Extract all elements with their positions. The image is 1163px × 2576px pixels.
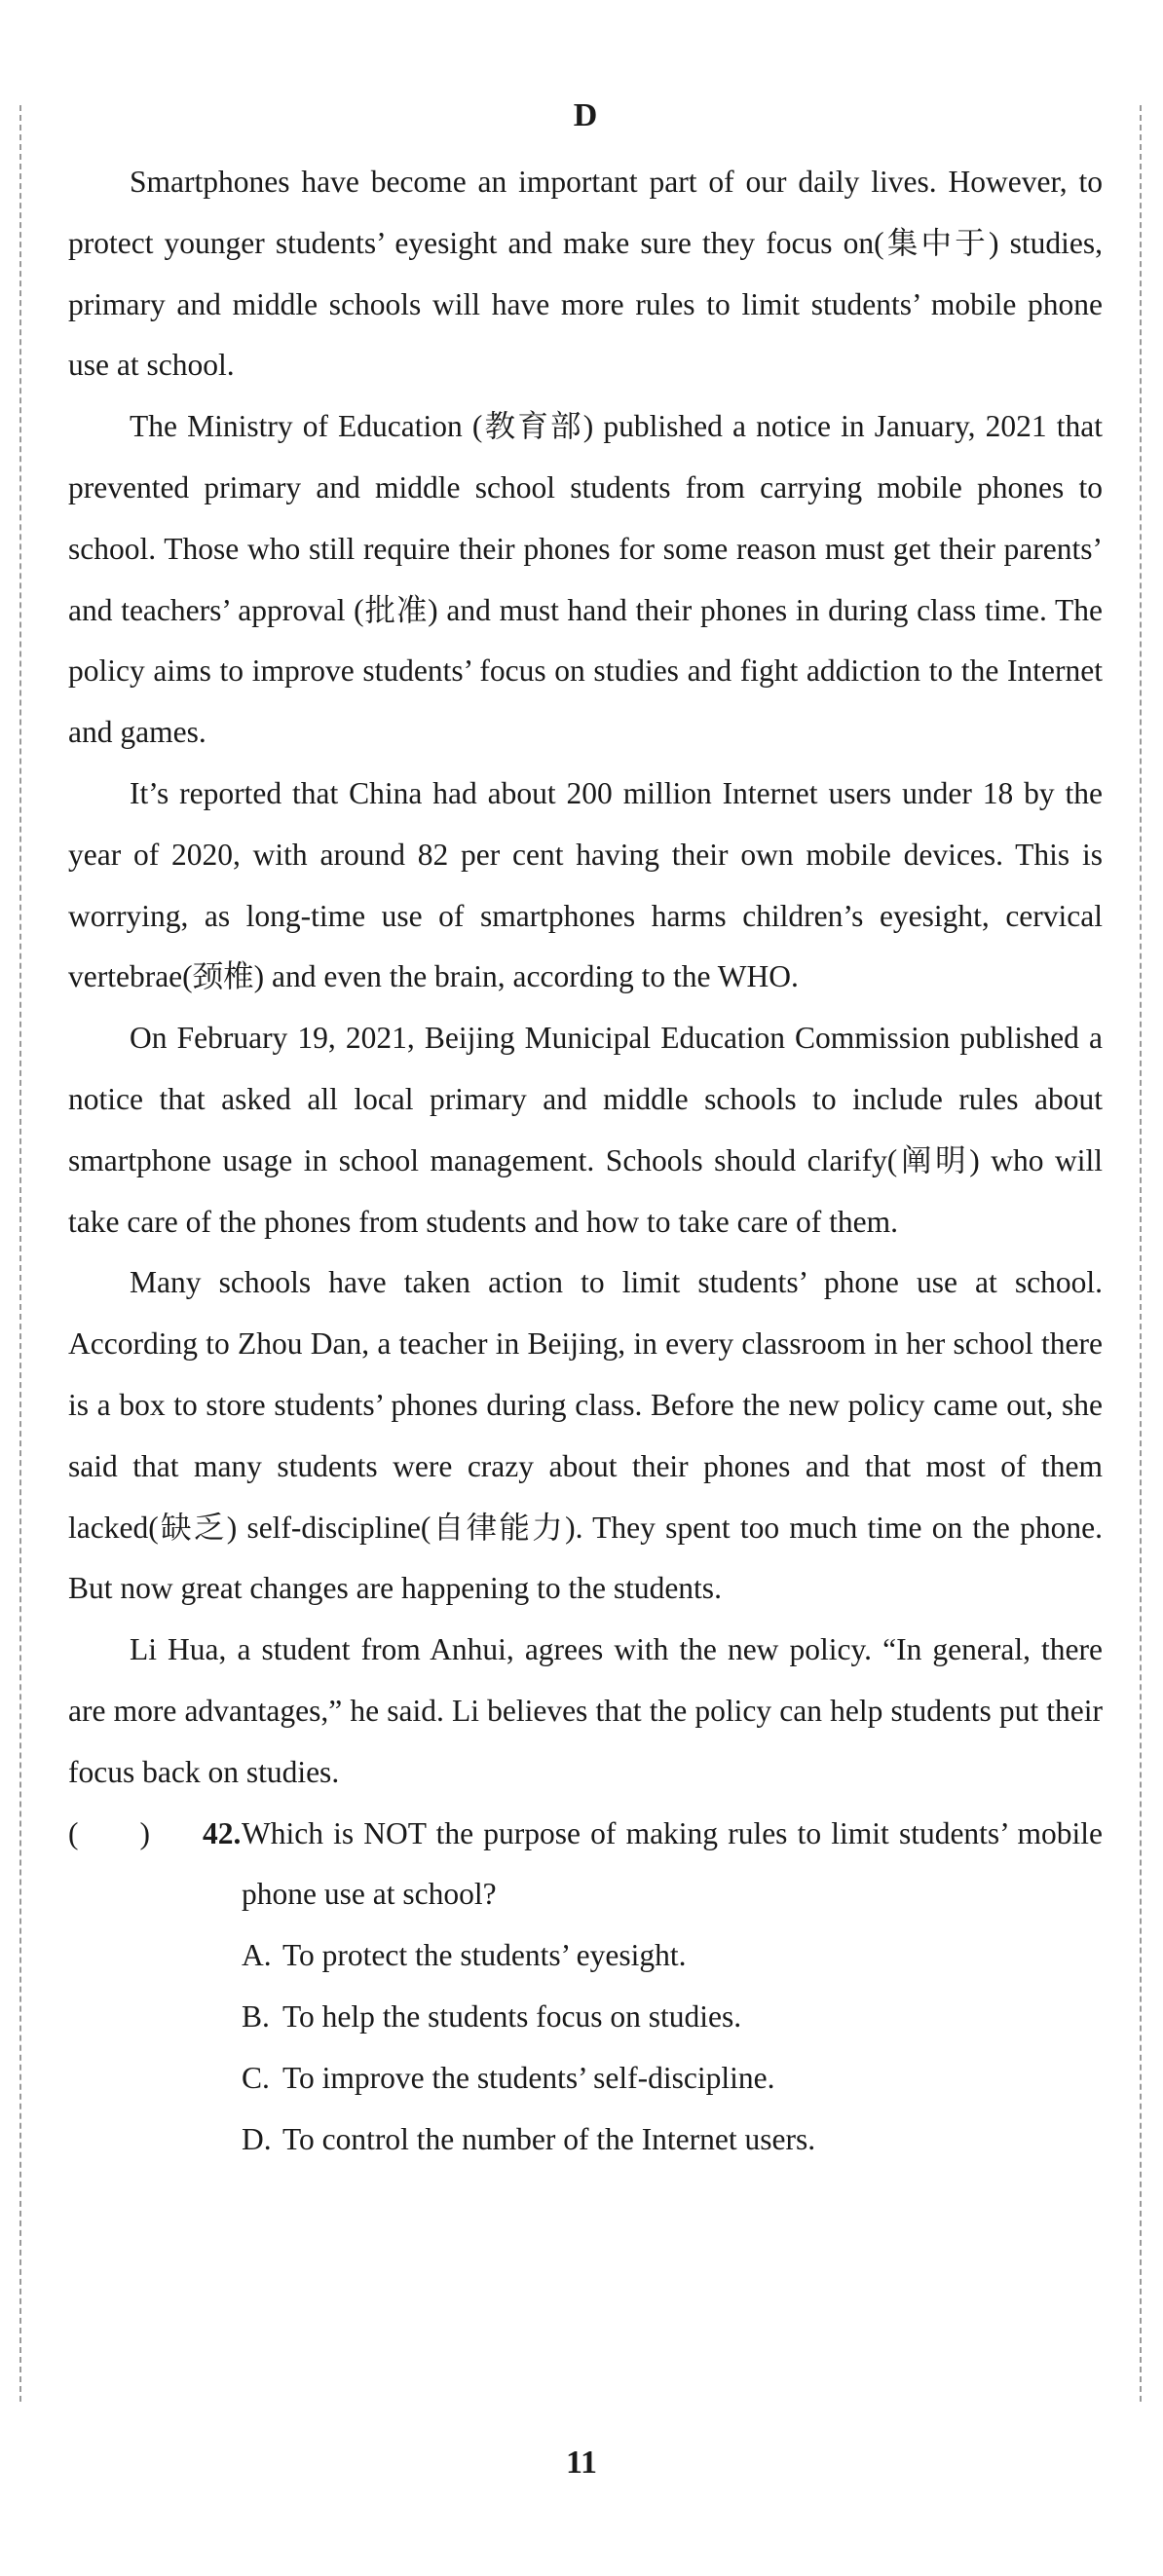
option-text: To help the students focus on studies. [282, 1998, 742, 2034]
question-42 [68, 1804, 1103, 1926]
option-letter: C. [242, 2060, 270, 2095]
paragraph-5: Many schools have taken action to limit students’ phone use at school. According to Zhou Dan, a teacher in Beijing, in every classroom in her school there is a box to store students’ phones during class. Before the new policy came out, she said that many students were crazy about their phones and that most of them lacked(缺乏) self-discipline(自律能力). They spent too much time on the phone. But now great changes are happening to the students. [68, 1265, 1103, 1606]
paragraph-2: The Ministry of Education (教育部) published a notice in January, 2021 that prevented primary and middle school students from carrying mobile phones to school. Those who still require their phones for some reason must get their parents’ and teachers’ approval (批准) and must hand their phones in during class time. The policy aims to improve students’ focus on studies and fight addiction to the Internet and games. [68, 409, 1103, 750]
paragraph-1: Smartphones have become an important part of our daily lives. However, to protect younger students’ eyesight and make sure they focus on(集中于) studies, primary and middle schools will have more rules to limit students’ mobile phone use at school. [68, 165, 1103, 383]
right-margin-dashed-line [1140, 105, 1142, 2402]
option-text: To improve the students’ self-discipline. [282, 2060, 775, 2095]
paragraph-3: It’s reported that China had about 200 million Internet users under 18 by the year of 2020, with around 82 per cent having their own mobile devices. This is worrying, as long-time use of smartphones harms children’s eyesight, cervical vertebrae(颈椎) and even the brain, according to the WHO. [68, 775, 1103, 994]
question-text: Which is NOT the purpose of making rules to limit students’ mobile phone use at school? [242, 1815, 1103, 1912]
option-letter: B. [242, 1998, 270, 2034]
page-number: 11 [565, 2445, 598, 2481]
paragraph-4: On February 19, 2021, Beijing Municipal Education Commission published a notice that asked all local primary and middle schools to include rules about smartphone usage in school management. Schools should clarify(阐明) who will take care of the phones from students and how to take care of them. [68, 1021, 1103, 1239]
option-b [242, 1987, 1103, 2048]
reading-passage [68, 97, 1103, 2170]
section-heading: D [573, 97, 598, 133]
left-margin-dashed-line [19, 105, 21, 2402]
option-letter: A. [242, 1938, 272, 1973]
paragraph-6: Li Hua, a student from Anhui, agrees with the new policy. “In general, there are more advantages,” he said. Li believes that the policy can help students put their focus back on studies. [68, 1632, 1103, 1789]
question-number: 42. [203, 1815, 242, 1850]
answer-options [242, 1925, 1103, 2170]
option-a [242, 1925, 1103, 1987]
option-text: To control the number of the Internet users. [282, 2121, 816, 2156]
option-letter: D. [242, 2121, 272, 2156]
option-c [242, 2048, 1103, 2109]
option-text: To protect the students’ eyesight. [282, 1938, 687, 1973]
option-d [242, 2109, 1103, 2171]
answer-blank[interactable]: ( ) [68, 1815, 150, 1850]
